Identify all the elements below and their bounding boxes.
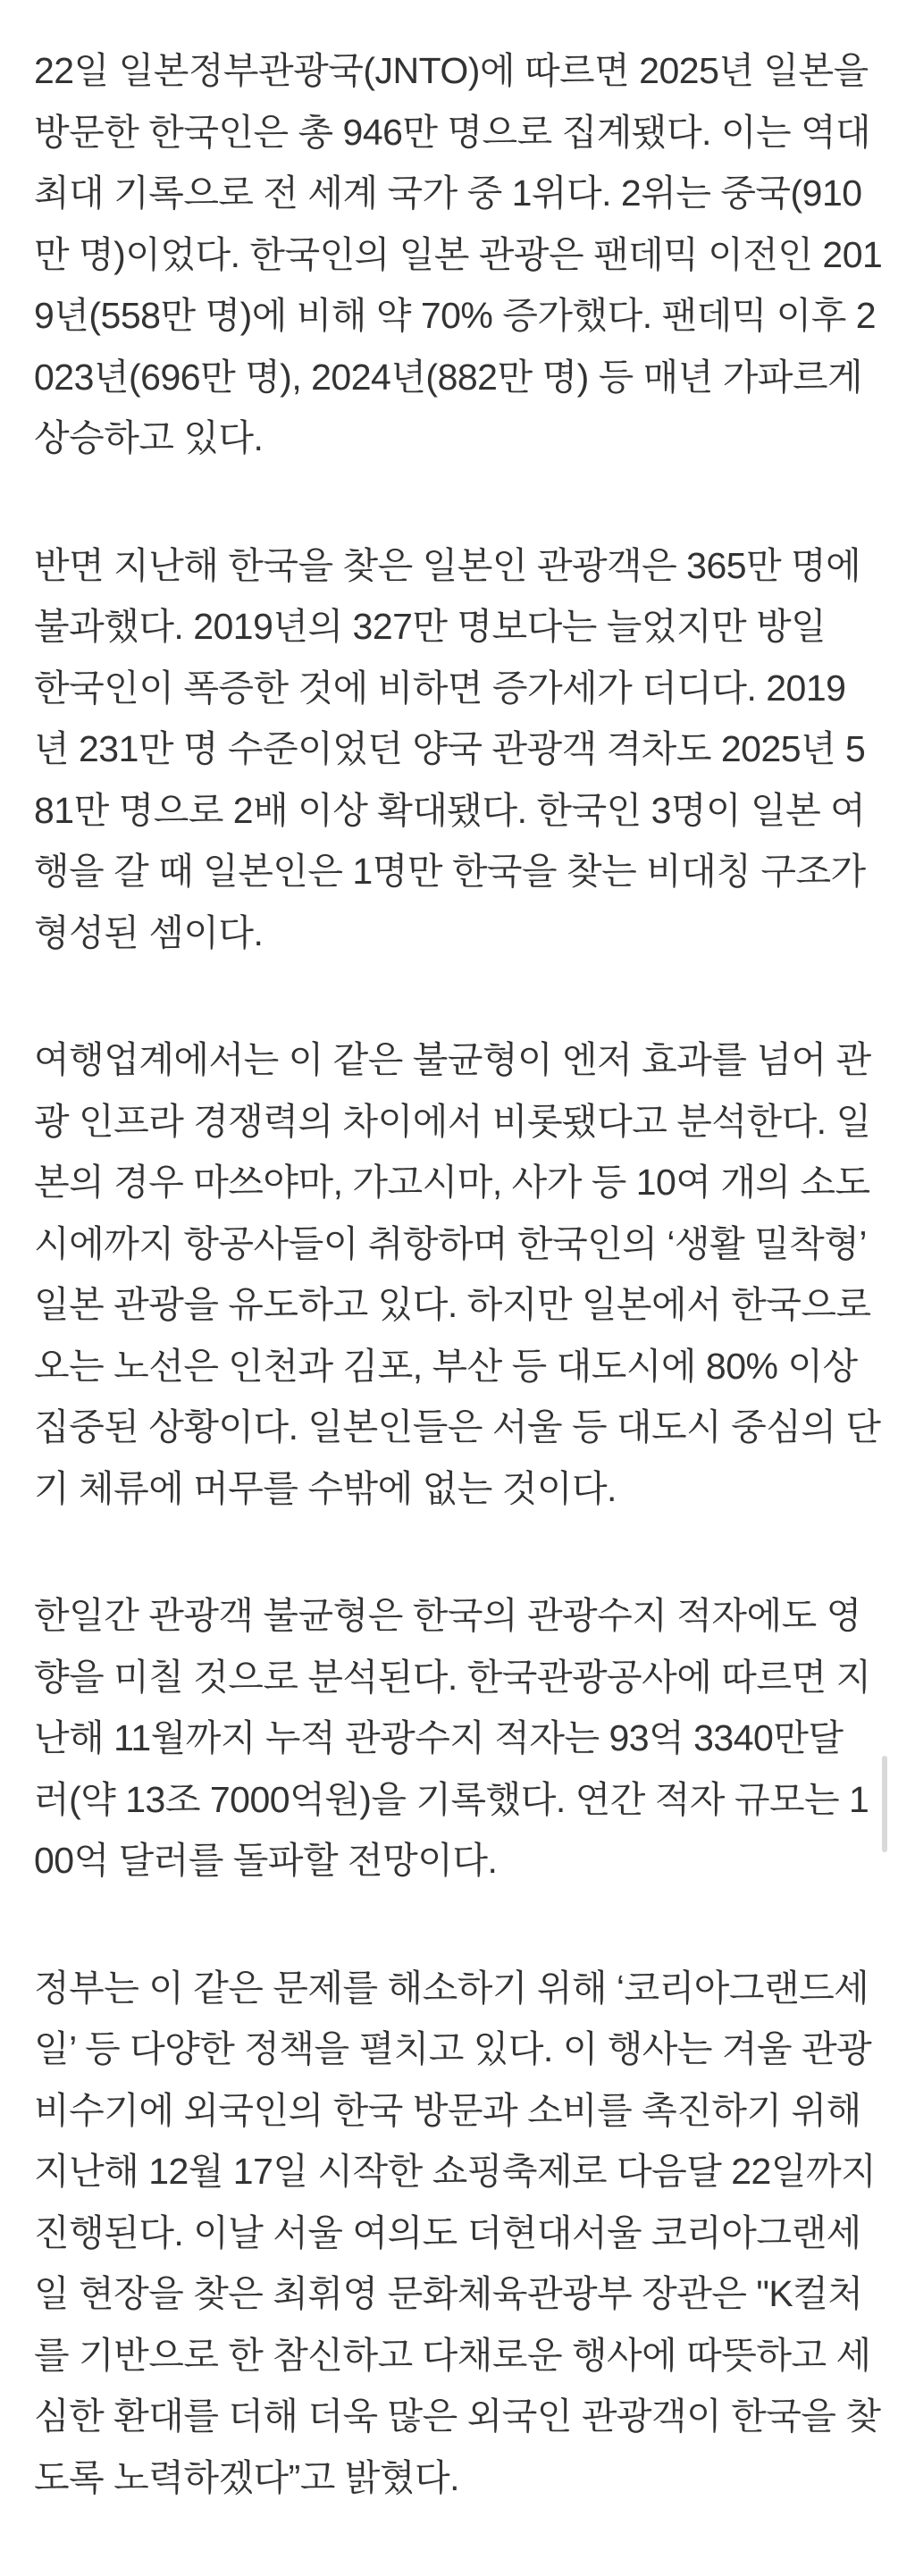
article-line: 023년(696만 명), 2024년(882만 명) 등 매년 가파르게 <box>34 356 863 398</box>
article-paragraph <box>34 1958 883 2509</box>
article-line: 한국인이 폭증한 것에 비하면 증가세가 더디다. 2019 <box>34 667 846 709</box>
article-line: 본의 경우 마쓰야마, 가고시마, 사가 등 10여 개의 소도 <box>34 1162 870 1203</box>
article-paragraph <box>34 1585 883 1892</box>
article-line: 만 명)이었다. 한국인의 일본 관광은 팬데믹 이전인 201 <box>34 233 883 275</box>
article-line: 기 체류에 머무를 수밖에 없는 것이다. <box>34 1467 617 1509</box>
article-line: 일 현장을 찾은 최휘영 문화체육관광부 장관은 "K컬처 <box>34 2273 863 2314</box>
article-line: 일본 관광을 유도하고 있다. 하지만 일본에서 한국으로 <box>34 1284 871 1325</box>
article-line: 오는 노선은 인천과 김포, 부산 등 대도시에 80% 이상 <box>34 1345 858 1387</box>
article-line: 진행된다. 이날 서울 여의도 더현대서울 코리아그랜세 <box>34 2211 861 2253</box>
article-line: 불과했다. 2019년의 327만 명보다는 늘었지만 방일 <box>34 606 827 647</box>
article-line: 일’ 등 다양한 정책을 펼치고 있다. 이 행사는 겨울 관광 <box>34 2028 872 2069</box>
article-line: 반면 지난해 한국을 찾은 일본인 관광객은 365만 명에 <box>34 544 861 586</box>
article-line: 집중된 상황이다. 일본인들은 서울 등 대도시 중심의 단 <box>34 1406 881 1447</box>
article-body <box>34 40 883 2508</box>
article-paragraph <box>34 40 883 469</box>
article-line: 를 기반으로 한 참신하고 다채로운 행사에 따뜻하고 세 <box>34 2334 871 2376</box>
article-line: 심한 환대를 더해 더욱 많은 외국인 관광객이 한국을 찾 <box>34 2396 881 2437</box>
article-line: 행을 갈 때 일본인은 1명만 한국을 찾는 비대칭 구조가 <box>34 851 866 892</box>
article-line: 상승하고 있다. <box>34 417 264 458</box>
article-line: 도록 노력하겠다”고 밝혔다. <box>34 2456 459 2498</box>
article-line: 형성된 셈이다. <box>34 911 264 953</box>
article-line: 러(약 13조 7000억원)을 기록했다. 연간 적자 규모는 1 <box>34 1778 869 1820</box>
article-line: 방문한 한국인은 총 946만 명으로 집계됐다. 이는 역대 <box>34 111 871 153</box>
article-line: 광 인프라 경쟁력의 차이에서 비롯됐다고 분석한다. 일 <box>34 1100 871 1142</box>
article-line: 22일 일본정부관광국(JNTO)에 따르면 2025년 일본을 <box>34 50 869 91</box>
article-line: 년 231만 명 수준이었던 양국 관광객 격차도 2025년 5 <box>34 728 866 769</box>
article-line: 향을 미칠 것으로 분석된다. 한국관광공사에 따르면 지 <box>34 1656 871 1698</box>
article-line: 여행업계에서는 이 같은 불균형이 엔저 효과를 넘어 관 <box>34 1039 871 1080</box>
article-line: 정부는 이 같은 문제를 해소하기 위해 ‘코리아그랜드세 <box>34 1967 869 2009</box>
article-line: 시에까지 항공사들이 취항하며 한국인의 ‘생활 밀착형’ <box>34 1222 868 1264</box>
article-paragraph <box>34 535 883 964</box>
article-line: 81만 명으로 2배 이상 확대됐다. 한국인 3명이 일본 여 <box>34 789 866 831</box>
article-line: 지난해 12월 17일 시작한 쇼핑축제로 다음달 22일까지 <box>34 2151 877 2192</box>
article-line: 9년(558만 명)에 비해 약 70% 증가했다. 팬데믹 이후 2 <box>34 295 877 336</box>
article-line: 최대 기록으로 전 세계 국가 중 1위다. 2위는 중국(910 <box>34 172 862 214</box>
scrollbar-thumb[interactable] <box>882 1756 887 1852</box>
article-line: 한일간 관광객 불균형은 한국의 관광수지 적자에도 영 <box>34 1595 861 1636</box>
article-line: 난해 11월까지 누적 관광수지 적자는 93억 3340만달 <box>34 1717 844 1758</box>
article-line: 00억 달러를 돌파할 전망이다. <box>34 1840 498 1881</box>
article-paragraph <box>34 1029 883 1519</box>
article-line: 비수기에 외국인의 한국 방문과 소비를 촉진하기 위해 <box>34 2089 861 2131</box>
